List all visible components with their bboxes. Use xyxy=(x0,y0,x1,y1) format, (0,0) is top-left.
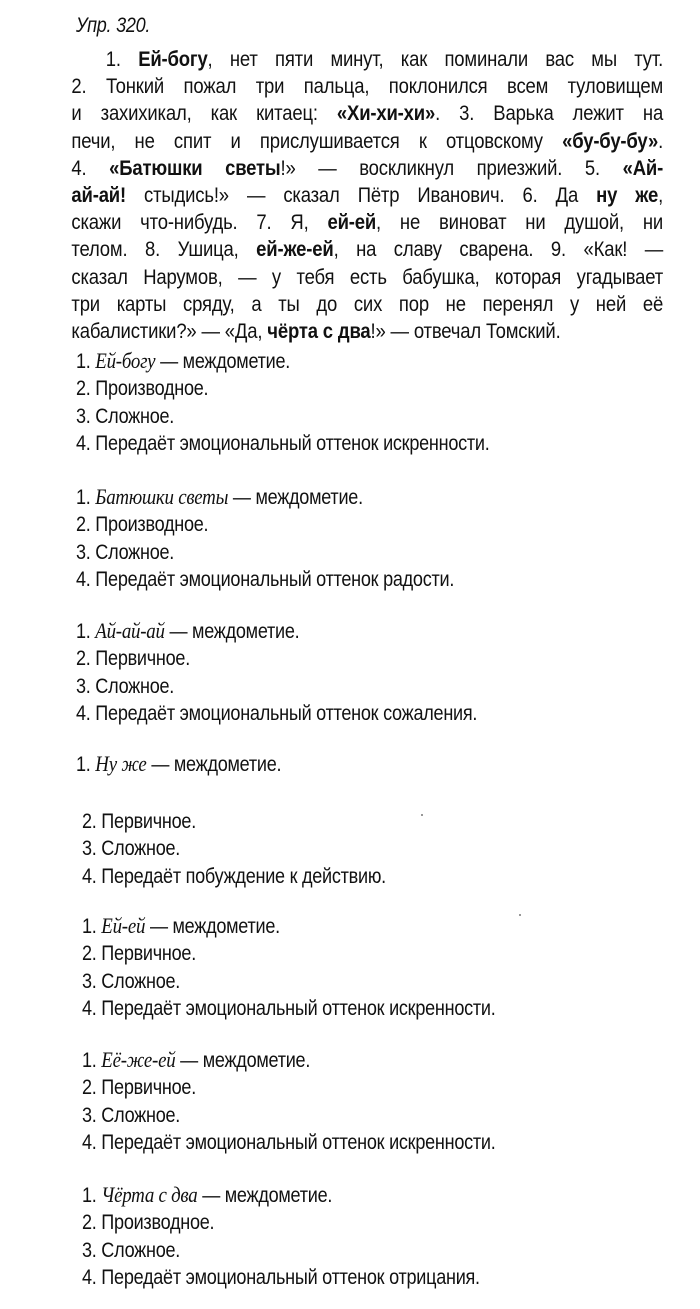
analysis-row-3: 3. Сложное. xyxy=(82,837,181,861)
analysis-row-4: 4. Передаёт эмоциональный оттенок искренности. xyxy=(82,1130,496,1154)
text-segment: сказал Нарумов, — у тебя есть бабушка, которая угадывает xyxy=(71,264,664,289)
text-segment: , не виноват ни душой, ни xyxy=(376,210,664,235)
analysis-row-2: 2. Производное. xyxy=(76,513,209,537)
analysis-block-nu-zhe-header xyxy=(76,750,315,778)
analysis-row-2: 2. Первичное. xyxy=(82,1076,196,1100)
analysis-row-4: 4. Передаёт эмоциональный оттенок отрицания. xyxy=(82,1265,480,1289)
highlighted-interjection: «Ай- xyxy=(622,155,664,180)
text-line xyxy=(37,264,663,291)
analysis-row-2: 2. Первичное. xyxy=(76,647,190,671)
text-segment: 4. xyxy=(71,155,110,180)
text-line xyxy=(37,291,663,318)
analysis-block-chyorta-s-dva xyxy=(82,1181,545,1291)
scan-speck xyxy=(421,814,423,816)
analysis-row-2: 2. Первичное. xyxy=(82,942,196,966)
scan-speck xyxy=(519,914,521,916)
analysis-block-ai-ai-ai xyxy=(76,617,542,727)
analysis-row-2: 2. Производное. xyxy=(82,1211,215,1235)
analysis-row-3: 3. Сложное. xyxy=(76,540,175,564)
text-segment: стыдись!» — сказал Пётр Иванович. 6. Да xyxy=(125,183,597,208)
highlighted-interjection: «Батюшки светы xyxy=(109,155,281,180)
analysis-row-4: 4. Передаёт эмоциональный оттенок сожаления. xyxy=(76,701,478,725)
analysis-block-ei-ei xyxy=(82,912,563,1022)
analysis-block-batyushki-svety xyxy=(76,483,516,593)
text-line xyxy=(37,236,663,263)
text-line xyxy=(37,209,663,236)
highlighted-interjection: ей-ей xyxy=(327,210,377,235)
text-line xyxy=(37,182,663,209)
highlighted-interjection: ну же xyxy=(596,183,659,208)
analysis-row-1: 1. Её-же-ей — междометие. xyxy=(82,1047,311,1072)
text-segment: , нет пяти минут, как поминали вас мы тут. xyxy=(207,47,664,71)
highlighted-interjection: Ей-богу xyxy=(138,47,208,71)
text-segment: скажи что-нибудь. 7. Я, xyxy=(71,210,328,235)
text-line xyxy=(37,318,663,345)
text-segment: , на славу сварена. 9. «Как! — xyxy=(333,237,664,262)
analysis-row-1: 1. Батюшки светы — междометие. xyxy=(76,484,363,509)
text-segment: !» — отвечал Томский. xyxy=(370,319,561,344)
text-segment: телом. 8. Ушица, xyxy=(71,237,257,262)
analysis-block-nu-zhe xyxy=(82,808,435,890)
analysis-row-1: 1. Ай-ай-ай — междометие. xyxy=(76,618,300,643)
interjection-word: Батюшки светы xyxy=(95,484,229,509)
text-segment: кабалистики?» — «Да, xyxy=(71,319,268,344)
analysis-block-eyo-zhe-ei xyxy=(82,1046,563,1156)
highlighted-interjection: ей-же-ей xyxy=(256,237,334,262)
analysis-block-ei-bogu xyxy=(76,347,557,457)
highlighted-interjection: чёрта с два xyxy=(267,319,371,344)
text-line xyxy=(37,46,663,73)
text-segment: и захихикал, как китаец: xyxy=(71,101,337,126)
text-line xyxy=(37,128,663,155)
text-line xyxy=(37,155,663,182)
highlighted-interjection: «Хи-хи-хи» xyxy=(336,101,436,126)
interjection-word: Ей-богу xyxy=(95,348,156,373)
analysis-row-3: 3. Сложное. xyxy=(76,674,175,698)
analysis-row-3: 3. Сложное. xyxy=(82,1103,181,1127)
interjection-word: Чёрта с два xyxy=(101,1182,198,1207)
text-segment: три карты сряду, а ты до сих пор не перенял у ней её xyxy=(71,291,664,316)
interjection-word: Ей-ей xyxy=(101,913,146,938)
text-segment: . xyxy=(658,128,664,153)
exercise-text xyxy=(37,46,663,345)
analysis-row-3: 3. Сложное. xyxy=(76,404,175,428)
analysis-row-4: 4. Передаёт эмоциональный оттенок искренности. xyxy=(76,431,490,455)
analysis-row-1: 1. Ей-ей — междометие. xyxy=(82,913,280,938)
analysis-row-3: 3. Сложное. xyxy=(82,969,181,993)
text-segment: , xyxy=(658,183,664,208)
analysis-row-1: 1. Ей-богу — междометие. xyxy=(76,348,291,373)
exercise-title: Упр. 320. xyxy=(76,14,151,37)
text-segment: !» — воскликнул приезжий. 5. xyxy=(280,155,623,180)
analysis-row-1: 1. Ну же — междометие. xyxy=(76,751,282,776)
analysis-row-3: 3. Сложное. xyxy=(82,1238,181,1262)
text-line xyxy=(37,100,663,127)
interjection-word: Её-же-ей xyxy=(101,1047,176,1072)
text-segment: 1. xyxy=(105,47,139,71)
text-segment: . 3. Варька лежит на xyxy=(435,101,664,126)
highlighted-interjection: ай-ай! xyxy=(71,183,126,208)
highlighted-interjection: «бу-бу-бу» xyxy=(562,128,659,153)
text-segment: печи, не спит и прислушивается к отцовскому xyxy=(71,128,563,153)
text-line xyxy=(37,73,663,100)
analysis-row-4: 4. Передаёт побуждение к действию. xyxy=(82,864,386,888)
analysis-row-2: 2. Производное. xyxy=(76,377,209,401)
analysis-row-4: 4. Передаёт эмоциональный оттенок радости. xyxy=(76,567,455,591)
interjection-word: Ну же xyxy=(95,751,147,776)
interjection-word: Ай-ай-ай xyxy=(95,618,165,643)
analysis-row-4: 4. Передаёт эмоциональный оттенок искренности. xyxy=(82,996,496,1020)
analysis-row-1: 1. Чёрта с два — междометие. xyxy=(82,1182,333,1207)
analysis-row-2: 2. Первичное. xyxy=(82,810,196,833)
text-segment: 2. Тонкий пожал три пальца, поклонился всем туловищем xyxy=(71,74,664,99)
